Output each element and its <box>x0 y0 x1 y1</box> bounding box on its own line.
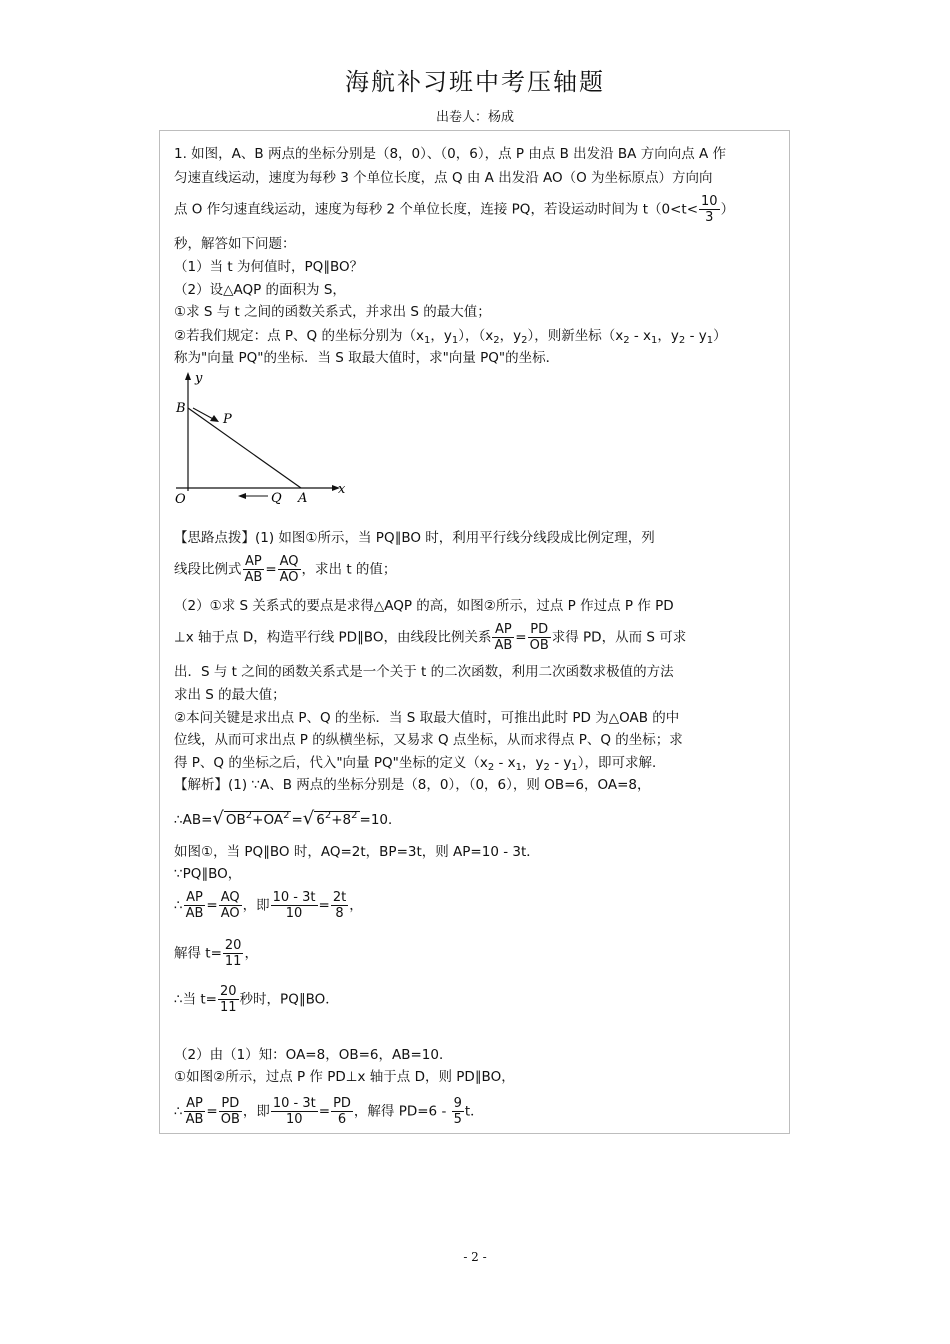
numerator: 10 - 3t <box>272 1096 316 1111</box>
denominator: AB <box>185 1112 204 1127</box>
denominator: 5 <box>453 1112 462 1127</box>
question-1: （1）当 t 为何值时，PQ∥BO？ <box>174 259 364 275</box>
text: - y <box>685 328 707 344</box>
numerator: 10 <box>701 194 718 209</box>
numerator: AQ <box>220 890 240 905</box>
denominator: 10 <box>286 1112 303 1127</box>
text: +8 <box>331 812 352 828</box>
numerator: 9 <box>453 1096 462 1111</box>
numerator: AP <box>243 554 265 570</box>
text: ，解得 PD=6 - <box>353 1103 451 1120</box>
sqrt-body <box>314 811 359 828</box>
sqrt-sign: √ <box>212 808 224 829</box>
superscript: 2 <box>283 810 290 821</box>
text: 得 P、Q 的坐标之后，代入"向量 PQ"坐标的定义（x <box>174 755 488 771</box>
text: ） <box>713 328 727 344</box>
fraction-2t-8 <box>331 890 348 921</box>
fraction-ap-ab <box>184 890 206 921</box>
fraction-ap-ab <box>492 622 514 653</box>
arrow-q-head <box>238 493 246 499</box>
denominator: 8 <box>335 906 344 921</box>
denominator: 6 <box>337 1112 347 1127</box>
text: ，y <box>430 328 452 344</box>
fraction-aq-ao <box>219 890 242 921</box>
segment-ba <box>188 408 301 488</box>
superscript: 2 <box>245 810 253 821</box>
solution-line-6 <box>174 938 258 969</box>
text: OB <box>225 812 246 828</box>
sqrt-sign: √ <box>302 808 315 829</box>
text: ，y <box>522 755 544 771</box>
superscript: 2 <box>324 810 332 821</box>
solution-line-2 <box>174 806 402 830</box>
fraction-pd-6 <box>331 1096 353 1127</box>
sqrt-body <box>224 811 292 828</box>
text: ∴ <box>174 1103 183 1120</box>
label-o: O <box>175 492 186 507</box>
fraction-pd-ob <box>528 622 551 653</box>
equals: = <box>515 629 527 646</box>
page-number: - 2 - <box>463 1250 487 1264</box>
problem-line-2: 匀速直线运动，速度为每秒 3 个单位长度，点 Q 由 A 出发沿 AO（O 为坐标原点）方向向 <box>174 170 713 186</box>
text: - x <box>494 755 516 771</box>
numerator: PD <box>219 1096 242 1112</box>
text: ， <box>349 897 363 914</box>
denominator: 11 <box>220 1000 237 1015</box>
subscript: 2 <box>623 335 630 346</box>
hint-line-8: 位线，从而可求出点 P 的纵横坐标，又易求 Q 点坐标，从而求得点 P、Q 的坐标；求 <box>174 732 683 748</box>
solution-line-9: ①如图②所示，过点 P 作 PD⊥x 轴于点 D，则 PD∥BO， <box>174 1069 515 1085</box>
subscript: 1 <box>651 335 658 346</box>
numerator: AP <box>492 622 514 638</box>
solution-line-10 <box>174 1096 484 1127</box>
denominator: AO <box>220 906 240 921</box>
text: ），（x <box>458 328 494 344</box>
equals: = <box>206 1103 218 1120</box>
numerator: 10 - 3t <box>272 890 316 905</box>
text: ， <box>244 945 258 962</box>
text: +OA <box>252 812 284 828</box>
hint-line-6: 求出 S 的最大值； <box>174 687 286 703</box>
denominator: AB <box>185 906 204 921</box>
text: ） <box>720 201 735 218</box>
text: ，y <box>657 328 679 344</box>
solution-line-4: ∵PQ∥BO， <box>174 866 242 882</box>
text: ②若我们规定：点 P、Q 的坐标分别为（x <box>174 328 424 344</box>
numerator: AP <box>184 890 206 906</box>
solution-line-5 <box>174 890 363 921</box>
subscript: 1 <box>706 335 714 346</box>
label-a: A <box>298 491 308 506</box>
text: 点 O 作匀速直线运动，速度为每秒 2 个单位长度，连接 PQ，若设运动时间为 t（0<t< <box>174 201 699 218</box>
text: = <box>291 812 303 828</box>
denominator: OB <box>220 1112 240 1127</box>
y-arrow <box>185 372 191 380</box>
numerator: 20 <box>220 984 237 999</box>
text: ，即 <box>242 897 270 914</box>
solution-line-1: 【解析】(1) ∵A、B 两点的坐标分别是（8，0），（0，6），则 OB=6，OA=8， <box>174 777 651 793</box>
fraction-20-11 <box>223 938 244 969</box>
text: t． <box>464 1103 484 1120</box>
superscript: 2 <box>351 810 358 821</box>
text: ，求出 t 的值； <box>301 561 397 578</box>
text: ），则新坐标（x <box>527 328 624 344</box>
solution-line-8: （2）由（1）知：OA=8，OB=6，AB=10． <box>174 1047 453 1063</box>
fraction-10-3t <box>271 1096 318 1127</box>
coordinate-figure <box>170 368 360 513</box>
hint-line-1: 【思路点拨】(1) 如图①所示，当 PQ∥BO 时，利用平行线分线段成比例定理，列 <box>174 530 655 546</box>
fraction-20-11 <box>218 984 239 1015</box>
subscript: 2 <box>543 762 550 773</box>
text: 秒时，PQ∥BO． <box>239 991 339 1008</box>
text: ∴当 t= <box>174 991 217 1008</box>
text: ），即可求解． <box>577 755 666 771</box>
page-title: 海航补习班中考压轴题 <box>345 68 605 96</box>
subscript: 1 <box>451 335 459 346</box>
subscript: 1 <box>571 762 578 773</box>
problem-line-3 <box>174 194 734 225</box>
text: 6 <box>316 812 325 828</box>
numerator: AP <box>184 1096 206 1112</box>
text: - x <box>629 328 652 344</box>
fraction-10-3t <box>271 890 318 921</box>
solution-line-7 <box>174 984 339 1015</box>
hint-line-7: ②本问关键是求出点 P、Q 的坐标．当 S 取最大值时，可推出此时 PD 为△OAB 的中 <box>174 710 680 726</box>
text: 求得 PD，从而 S 可求 <box>551 629 687 646</box>
denominator: 11 <box>224 954 242 969</box>
subscript: 1 <box>423 335 431 346</box>
subscript: 1 <box>515 762 523 773</box>
equals: = <box>265 561 277 578</box>
equals: = <box>318 1103 331 1120</box>
fraction-aq-ao <box>278 554 301 585</box>
text: 线段比例式 <box>174 561 242 578</box>
question-2: （2）设△AQP 的面积为 S， <box>174 282 346 298</box>
text: ∴ <box>174 897 183 914</box>
author-line: 出卷人：杨成 <box>435 110 514 125</box>
numerator: PD <box>528 622 551 638</box>
fraction <box>699 194 720 225</box>
hint-line-3: （2）①求 S 关系式的要点是求得△AQP 的高，如图②所示，过点 P 作过点 P 作 PD <box>174 598 674 614</box>
subscript: 2 <box>678 335 686 346</box>
numerator: PD <box>333 1096 351 1111</box>
text: ⊥x 轴于点 D，构造平行线 PD∥BO，由线段比例关系 <box>174 629 492 646</box>
text: ，y <box>499 328 522 344</box>
text: ∴AB= <box>174 812 213 828</box>
equals: = <box>318 897 330 914</box>
subscript: 2 <box>493 335 500 346</box>
fraction-ap-ab <box>243 554 265 585</box>
label-q: Q <box>271 491 282 506</box>
denominator: AO <box>279 570 299 585</box>
denominator: 3 <box>705 210 714 225</box>
label-x: x <box>338 482 346 497</box>
problem-line-1: 1. 如图，A、B 两点的坐标分别是（8，0）、（0，6），点 P 由点 B 出发沿 BA 方向向点 A 作 <box>174 146 727 162</box>
numerator: 20 <box>224 938 242 953</box>
label-y: y <box>195 371 203 386</box>
numerator: AQ <box>279 554 299 569</box>
fraction-pd-ob <box>219 1096 242 1127</box>
question-2c: 称为"向量 PQ"的坐标．当 S 取最大值时，求"向量 PQ"的坐标． <box>174 350 560 366</box>
label-b: B <box>176 401 186 416</box>
subscript: 2 <box>487 762 495 773</box>
text: - y <box>549 755 572 771</box>
fraction-9-5 <box>452 1096 464 1127</box>
denominator: OB <box>529 638 549 653</box>
subscript: 2 <box>521 335 528 346</box>
numerator: 2t <box>332 890 347 905</box>
fraction-ap-ab <box>184 1096 206 1127</box>
label-p: P <box>223 412 232 427</box>
hint-line-4 <box>174 622 686 653</box>
text: ，即 <box>242 1103 270 1120</box>
text: 解得 t= <box>174 945 222 962</box>
hint-line-5: 出．S 与 t 之间的函数关系式是一个关于 t 的二次函数，利用二次函数求极值的方法 <box>174 664 674 680</box>
denominator: AB <box>244 570 263 585</box>
denominator: AB <box>494 638 513 653</box>
text: =10． <box>359 812 402 828</box>
hint-line-2 <box>174 554 396 585</box>
problem-line-4: 秒，解答如下问题： <box>174 236 296 252</box>
denominator: 10 <box>285 906 303 921</box>
solution-line-3: 如图①，当 PQ∥BO 时，AQ=2t，BP=3t，则 AP=10 - 3t． <box>174 844 540 860</box>
equals: = <box>206 897 218 914</box>
question-2a: ①求 S 与 t 之间的函数关系式，并求出 S 的最大值； <box>174 304 491 320</box>
